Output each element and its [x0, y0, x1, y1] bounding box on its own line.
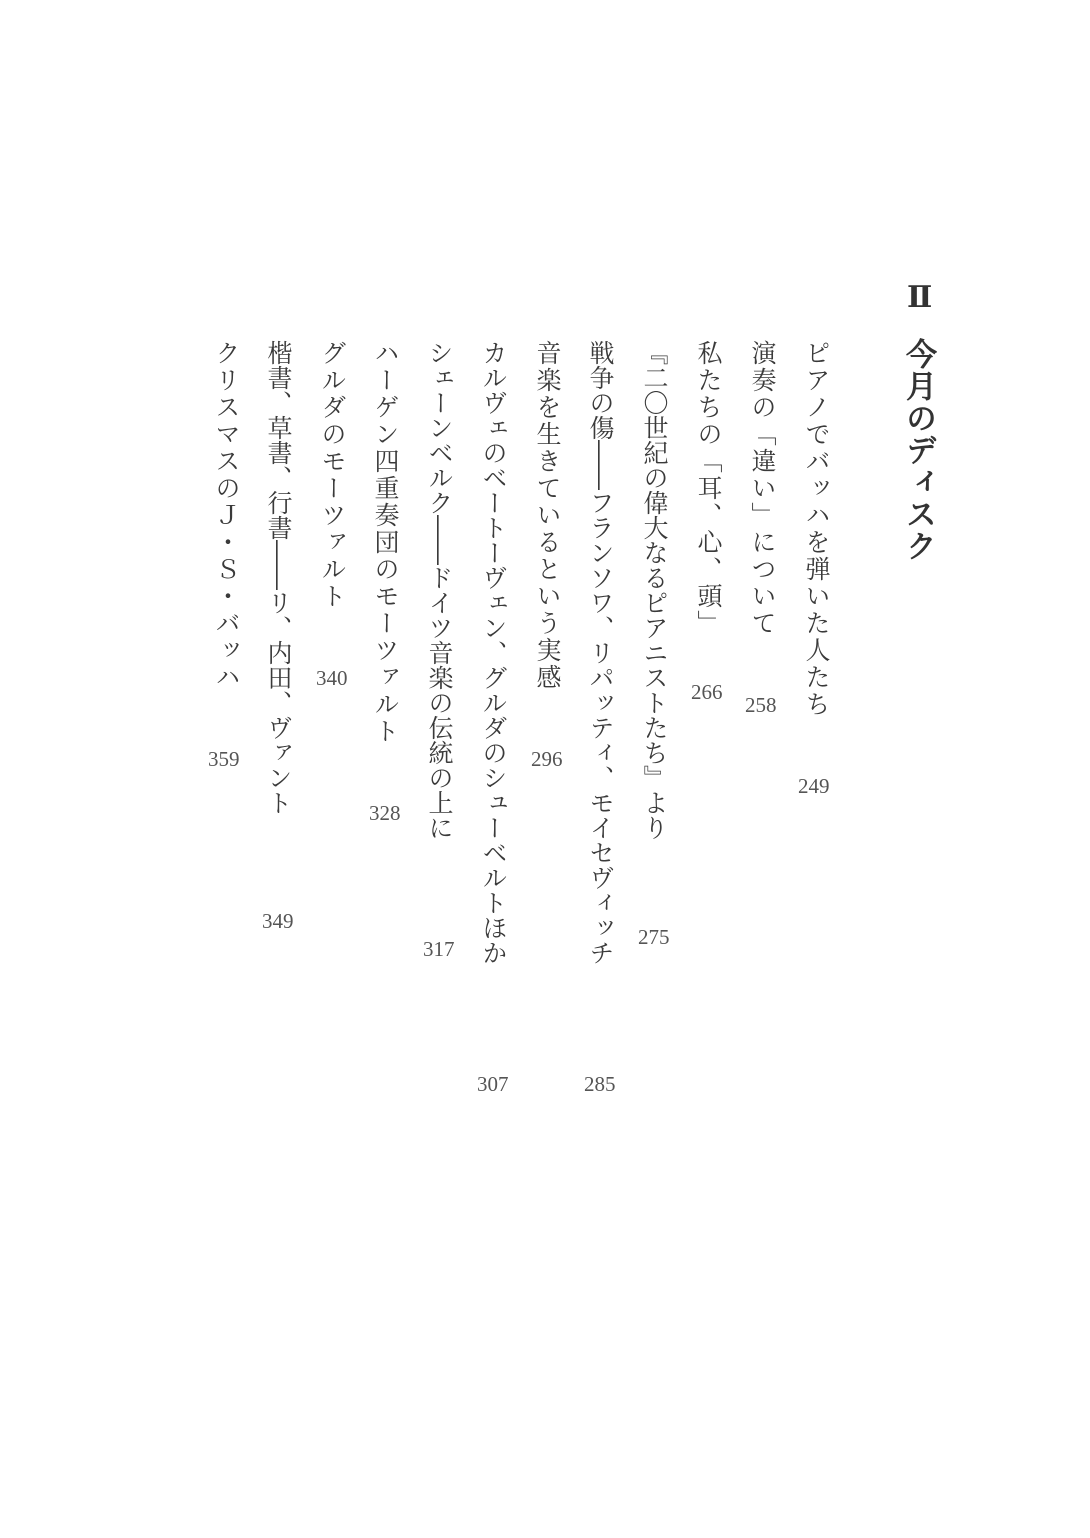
- toc-entry-page: 317: [423, 937, 455, 961]
- toc-entry-title[interactable]: シェーンベルク――ドイツ音楽の伝統の上に: [425, 340, 454, 840]
- part-title: 今月のディスク: [900, 338, 936, 562]
- toc-entry-title[interactable]: カルヴェのベートーヴェン、グルダのシューベルトほか: [479, 340, 508, 965]
- toc-entry-page: 249: [798, 774, 830, 798]
- part-number: Ⅱ: [907, 281, 933, 314]
- toc-entry-page: 307: [477, 1072, 509, 1096]
- toc-entry-title[interactable]: 演奏の「違い」について: [748, 340, 777, 637]
- toc-entry-page: 266: [691, 680, 723, 704]
- toc-entry-title[interactable]: 楷書、草書、行書――リ、内田、ヴァント: [264, 340, 293, 815]
- toc-entry-title[interactable]: ハーゲン四重奏団のモーツァルト: [371, 340, 400, 745]
- toc-entry-page: 328: [369, 801, 401, 825]
- toc-entry-page: 349: [262, 909, 294, 933]
- toc-entry-page: 258: [745, 693, 777, 717]
- toc-entry-title[interactable]: 戦争の傷――フランソワ、リパッティ、モイセヴィッチ: [586, 340, 615, 965]
- toc-entry-title[interactable]: ピアノでバッハを弾いた人たち: [802, 340, 831, 718]
- toc-entry-page: 340: [316, 666, 348, 690]
- toc-entry-page: 296: [531, 747, 563, 771]
- toc-entry-title[interactable]: 音楽を生きているという実感: [533, 340, 562, 691]
- toc-entry-page: 275: [638, 925, 670, 949]
- toc-entry-title[interactable]: グルダのモーツァルト: [318, 340, 347, 610]
- toc-entry-title[interactable]: 『二〇世紀の偉大なるピアニストたち』より: [640, 340, 669, 840]
- toc-entry-page: 285: [584, 1072, 616, 1096]
- toc-entry-page: 359: [208, 747, 240, 771]
- toc-entry-title[interactable]: クリスマスのＪ・Ｓ・バッハ: [212, 340, 241, 691]
- toc-entry-title[interactable]: 私たちの「耳、心、頭」: [694, 340, 723, 637]
